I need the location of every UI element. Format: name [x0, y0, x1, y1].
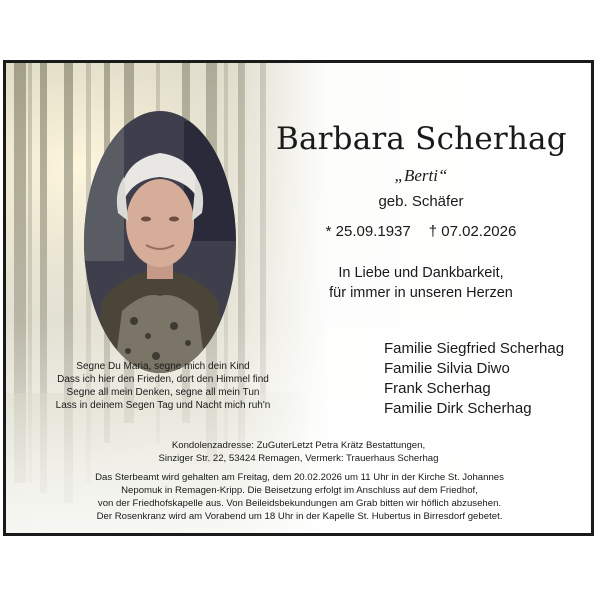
mourners-list [384, 339, 594, 419]
verse-line: Dass ich hier den Frieden, dort den Himmel find [57, 374, 269, 385]
service-line: Das Sterbeamt wird gehalten am Freitag, dem 20.02.2026 um 11 Uhr in der Kirche St. Johannes [95, 472, 504, 483]
verse-line: Segne Du Maria, segne mich dein Kind [76, 361, 250, 372]
deceased-name: Barbara Scherhag [276, 121, 567, 157]
nickname: „Berti“ [394, 166, 448, 185]
prayer-verse [28, 360, 298, 412]
life-dates [276, 223, 566, 240]
mourner-entry: Familie Dirk Scherhag [384, 400, 532, 417]
mourner-entry: Frank Scherhag [384, 380, 491, 397]
condolence-line: Sinziger Str. 22, 53424 Remagen, Vermerk: Trauerhaus Scherhag [158, 453, 439, 464]
service-line: von der Friedhofskapelle aus. Von Beileidsbekundungen am Grab bitten wir höflich abzusehen. [97, 498, 502, 509]
condolence-line: Kondolenzadresse: ZuGuterLetzt Petra Krätz Bestattungen, [171, 440, 426, 451]
motto-line: In Liebe und Dankbarkeit, [338, 265, 504, 281]
service-line: Der Rosenkranz wird am Vorabend um 18 Uhr in der Kapelle St. Hubertus in Birresdorf gebetet. [96, 511, 503, 522]
portrait-photo [84, 111, 236, 373]
service-line: Nepomuk in Remagen-Kripp. Die Beisetzung erfolgt im Anschluss auf dem Friedhof, [121, 485, 478, 496]
memorial-motto [276, 263, 566, 303]
service-details [22, 471, 577, 523]
death-date: † 07.02.2026 [428, 223, 517, 240]
maiden-name: geb. Schäfer [378, 193, 464, 210]
motto-line: für immer in unseren Herzen [329, 285, 513, 301]
mourner-entry: Familie Silvia Diwo [384, 360, 510, 377]
condolence-address [26, 439, 571, 465]
obituary-notice [3, 60, 594, 536]
verse-line: Lass in deinem Segen Tag und Nacht mich ruh'n [55, 400, 271, 411]
verse-line: Segne all mein Denken, segne all mein Tun [66, 387, 260, 398]
birth-date: * 25.09.1937 [325, 223, 411, 240]
mourner-entry: Familie Siegfried Scherhag [384, 340, 565, 357]
